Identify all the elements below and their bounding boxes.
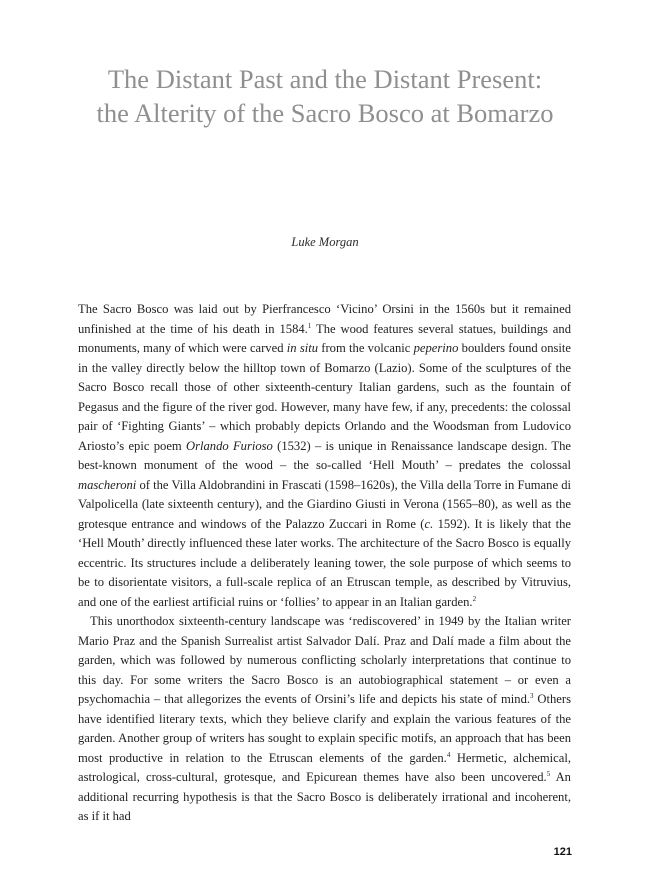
article-title-line-2: the Alterity of the Sacro Bosco at Bomarzo bbox=[96, 98, 554, 128]
body-text-run: This unorthodox sixteenth-century landscape was ‘rediscovered’ in 1949 by the Italian writer Mario Praz and the Spanish Surrealist artist Salvador Dalí. Praz and Dalí made a film about the garden, which was followed by numerous conflicting scholarly interpretations that continue to this day. For some writers the Sacro Bosco is an autobiographical statement – or even a psychomachia – that allegorizes the events of Orsini’s life and depicts his state of mind. bbox=[78, 614, 571, 706]
footnote-marker: 5 bbox=[546, 769, 551, 778]
italic-text: c. bbox=[424, 516, 434, 531]
italic-text: Orlando Furioso bbox=[185, 438, 273, 453]
paragraph-1 bbox=[78, 300, 571, 612]
article-title bbox=[40, 62, 610, 130]
footnote-marker: 2 bbox=[472, 594, 477, 603]
body-text-run: Hermetic, alchemical, astrological, cross-cultural, grotesque, and Epicurean themes have also been uncovered. bbox=[78, 750, 571, 784]
author-name: Luke Morgan bbox=[291, 235, 359, 249]
body-text-run: boulders found onsite in the valley directly below the hilltop town of Bomarzo (Lazio). Some of the sculptures of the Sacro Bosco recall those of other sixteenth-century Italian gardens, such as the fountain of Pegasus and the figure of the river god. However, many have few, if any, precedents: the colossal pair of ‘Fighting Giants’ – which probably depicts Orlando and the Woodsman from Ludovico Ariosto’s epic poem bbox=[78, 341, 572, 453]
italic-text: in situ bbox=[286, 341, 319, 355]
body-text-run: of the Villa Aldobrandini in Frascati (1598–1620s), the Villa della Torre in Fumane di Valpolicella (late sixteenth century), and the Giardino Giusti in Verona (1565–80), as well as the grotesque entrance and windows of the Palazzo Zuccari in Rome ( bbox=[78, 477, 571, 531]
italic-text: mascheroni bbox=[78, 477, 137, 492]
footnote-marker: 1 bbox=[307, 321, 312, 330]
footnote-marker: 4 bbox=[446, 750, 451, 759]
body-text-run: The wood features several statues, buildings and monuments, many of which were carved bbox=[78, 321, 571, 355]
italic-text: peperino bbox=[413, 341, 459, 355]
body-text-run: The Sacro Bosco was laid out by Pierfrancesco ‘Vicino’ Orsini in the 1560s but it remained unfinished at the time of his death in 1584. bbox=[78, 302, 571, 336]
page-number: 121 bbox=[553, 846, 572, 858]
body-text-run: from the volcanic bbox=[318, 341, 414, 355]
footnote-marker: 3 bbox=[530, 691, 534, 700]
article-title-line-1: The Distant Past and the Distant Present: bbox=[107, 64, 543, 94]
article-body bbox=[78, 300, 571, 827]
body-text-run: Others have identified literary texts, which they believe clarify and explain the various features of the garden. Another group of writers has sought to explain specific motifs, an approach that has been most productive in relation to the Etruscan elements of the garden. bbox=[78, 692, 571, 765]
body-text-run: (1532) – is unique in Renaissance landscape design. The best-known monument of the wood – the so-called ‘Hell Mouth’ – predates the colossal bbox=[78, 438, 571, 472]
body-text-run: 1592). It is likely that the ‘Hell Mouth’ directly influenced these later works. The architecture of the Sacro Bosco is equally eccentric. Its structures include a deliberately leaning tower, the sole purpose of which seems to be to disorientate visitors, a full-scale replica of an Etruscan temple, as described by Vitruvius, and one of the earliest artificial ruins or ‘follies’ to appear in an Italian garden. bbox=[78, 516, 571, 609]
body-text-run: An additional recurring hypothesis is that the Sacro Bosco is deliberately irrational and incoherent, as if it had bbox=[78, 770, 571, 823]
paragraph-2 bbox=[78, 612, 571, 827]
